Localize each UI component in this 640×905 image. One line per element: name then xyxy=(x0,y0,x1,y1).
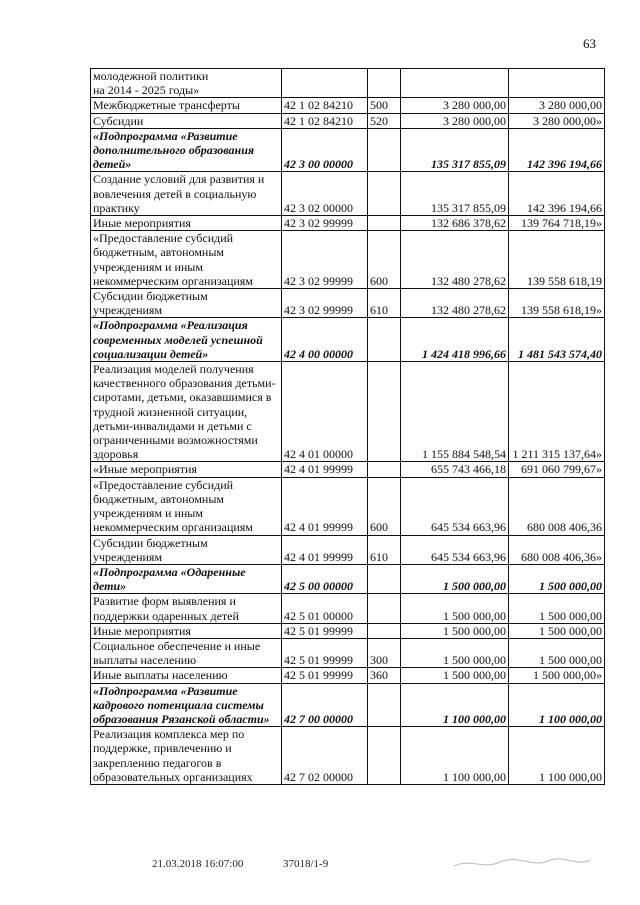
row-code: 42 4 01 99999 xyxy=(282,477,368,535)
row-code: 42 4 00 00000 xyxy=(282,318,368,362)
table-row xyxy=(91,638,605,667)
row-code: 42 5 01 00000 xyxy=(282,594,368,623)
row-code: 42 4 01 00000 xyxy=(282,362,368,462)
table-row xyxy=(91,462,605,477)
row-sum-2018: 1 424 418 996,66 xyxy=(401,318,509,362)
row-code: 42 4 01 99999 xyxy=(282,535,368,564)
table-row xyxy=(91,668,605,683)
table-row xyxy=(91,216,605,231)
row-code: 42 1 02 84210 xyxy=(282,113,368,128)
row-vr xyxy=(368,69,401,98)
row-sum-2018: 1 500 000,00 xyxy=(401,638,509,667)
table-row xyxy=(91,362,605,462)
row-sum-2018: 1 100 000,00 xyxy=(401,727,509,785)
row-sum-2019: 691 060 799,67» xyxy=(509,462,605,477)
table-row xyxy=(91,535,605,564)
table-row xyxy=(91,477,605,535)
row-sum-2019: 1 500 000,00 xyxy=(509,564,605,593)
table-row xyxy=(91,172,605,216)
row-sum-2018: 132 480 278,62 xyxy=(401,289,509,318)
budget-table-body xyxy=(91,69,605,785)
row-vr xyxy=(368,172,401,216)
row-code: 42 5 00 00000 xyxy=(282,564,368,593)
budget-table xyxy=(90,68,605,785)
row-name: Субсидии бюджетным учреждениям xyxy=(91,289,282,318)
row-sum-2018: 135 317 855,09 xyxy=(401,128,509,172)
row-code: 42 3 02 00000 xyxy=(282,172,368,216)
row-vr: 520 xyxy=(368,113,401,128)
row-name: Реализация комплекса мер по поддержке, привлечению и закреплению педагогов в образовательных организациях xyxy=(91,727,282,785)
table-row xyxy=(91,113,605,128)
row-sum-2019: 1 481 543 574,40 xyxy=(509,318,605,362)
row-sum-2019: 1 100 000,00 xyxy=(509,683,605,727)
row-code: 42 3 02 99999 xyxy=(282,231,368,289)
row-sum-2018: 3 280 000,00 xyxy=(401,113,509,128)
row-name: Иные мероприятия xyxy=(91,623,282,638)
row-sum-2018: 645 534 663,96 xyxy=(401,535,509,564)
subprogram-row xyxy=(91,318,605,362)
row-code xyxy=(282,69,368,98)
row-sum-2018: 132 480 278,62 xyxy=(401,231,509,289)
row-vr xyxy=(368,683,401,727)
row-sum-2019: 1 500 000,00 xyxy=(509,638,605,667)
row-sum-2018: 135 317 855,09 xyxy=(401,172,509,216)
row-vr xyxy=(368,594,401,623)
row-sum-2018: 3 280 000,00 xyxy=(401,98,509,113)
row-sum-2019: 680 008 406,36» xyxy=(509,535,605,564)
row-sum-2019: 1 500 000,00» xyxy=(509,668,605,683)
row-sum-2018: 132 686 378,62 xyxy=(401,216,509,231)
row-name: «Предоставление субсидий бюджетным, автономным учреждениям и иным некоммерческим организациям xyxy=(91,477,282,535)
row-name: «Иные мероприятия xyxy=(91,462,282,477)
row-name: «Подпрограмма «Одаренные дети» xyxy=(91,564,282,593)
row-vr: 360 xyxy=(368,668,401,683)
row-sum-2018: 655 743 466,18 xyxy=(401,462,509,477)
row-sum-2019: 142 396 194,66 xyxy=(509,172,605,216)
row-sum-2019: 1 211 315 137,64» xyxy=(509,362,605,462)
page-number: 63 xyxy=(583,36,596,51)
row-vr xyxy=(368,727,401,785)
signature-mark xyxy=(452,852,592,874)
row-code: 42 7 00 00000 xyxy=(282,683,368,727)
row-code: 42 1 02 84210 xyxy=(282,98,368,113)
row-name: Социальное обеспечение и иные выплаты населению xyxy=(91,638,282,667)
row-sum-2018: 1 155 884 548,54 xyxy=(401,362,509,462)
row-name: Создание условий для развития и вовлечения детей в социальную практику xyxy=(91,172,282,216)
row-sum-2019: 139 558 618,19» xyxy=(509,289,605,318)
row-name: Развитие форм выявления и поддержки одаренных детей xyxy=(91,594,282,623)
footer-date: 21.03.2018 16:07:00 xyxy=(152,858,244,870)
row-vr: 600 xyxy=(368,477,401,535)
table-row xyxy=(91,289,605,318)
subprogram-row xyxy=(91,564,605,593)
row-sum-2018: 1 500 000,00 xyxy=(401,668,509,683)
row-name: Иные мероприятия xyxy=(91,216,282,231)
table-row xyxy=(91,623,605,638)
row-vr xyxy=(368,564,401,593)
row-vr xyxy=(368,623,401,638)
table-row xyxy=(91,98,605,113)
row-name: Реализация моделей получения качественного образования детьми-сиротами, детьми, оказавшимися в трудной жизненной ситуации, детьми-инвалидами и детьми с ограниченными возможностями здоровья xyxy=(91,362,282,462)
subprogram-row xyxy=(91,683,605,727)
table-row xyxy=(91,231,605,289)
row-name: «Подпрограмма «Развитие кадрового потенциала системы образования Рязанской области» xyxy=(91,683,282,727)
row-vr xyxy=(368,462,401,477)
row-code: 42 3 02 99999 xyxy=(282,289,368,318)
row-vr: 600 xyxy=(368,231,401,289)
subprogram-row xyxy=(91,128,605,172)
row-sum-2019: 1 100 000,00 xyxy=(509,727,605,785)
row-code: 42 3 00 00000 xyxy=(282,128,368,172)
row-code: 42 5 01 99999 xyxy=(282,668,368,683)
row-sum-2018: 1 100 000,00 xyxy=(401,683,509,727)
row-vr xyxy=(368,216,401,231)
row-code: 42 3 02 99999 xyxy=(282,216,368,231)
row-name: Субсидии бюджетным учреждениям xyxy=(91,535,282,564)
row-vr: 610 xyxy=(368,289,401,318)
row-name: Межбюджетные трансферты xyxy=(91,98,282,113)
row-sum-2018 xyxy=(401,69,509,98)
row-vr: 500 xyxy=(368,98,401,113)
row-name: молодежной политики на 2014 - 2025 годы» xyxy=(91,69,282,98)
row-name: «Предоставление субсидий бюджетным, автономным учреждениям и иным некоммерческим организациям xyxy=(91,231,282,289)
row-sum-2018: 645 534 663,96 xyxy=(401,477,509,535)
row-name: «Подпрограмма «Развитие дополнительного образования детей» xyxy=(91,128,282,172)
row-vr xyxy=(368,362,401,462)
row-sum-2018: 1 500 000,00 xyxy=(401,594,509,623)
row-sum-2019: 142 396 194,66 xyxy=(509,128,605,172)
table-row xyxy=(91,727,605,785)
table-row xyxy=(91,594,605,623)
row-code: 42 7 02 00000 xyxy=(282,727,368,785)
row-vr: 300 xyxy=(368,638,401,667)
row-name: Иные выплаты населению xyxy=(91,668,282,683)
row-code: 42 5 01 99999 xyxy=(282,638,368,667)
footer-doc-id: 37018/1-9 xyxy=(283,858,329,870)
row-sum-2018: 1 500 000,00 xyxy=(401,623,509,638)
table-row xyxy=(91,69,605,98)
row-sum-2019 xyxy=(509,69,605,98)
row-sum-2019: 1 500 000,00 xyxy=(509,623,605,638)
row-name: Субсидии xyxy=(91,113,282,128)
row-vr xyxy=(368,128,401,172)
row-name: «Подпрограмма «Реализация современных моделей успешной социализации детей» xyxy=(91,318,282,362)
row-code: 42 4 01 99999 xyxy=(282,462,368,477)
row-code: 42 5 01 99999 xyxy=(282,623,368,638)
row-sum-2019: 3 280 000,00 xyxy=(509,98,605,113)
row-sum-2019: 1 500 000,00 xyxy=(509,594,605,623)
row-sum-2018: 1 500 000,00 xyxy=(401,564,509,593)
row-sum-2019: 139 764 718,19» xyxy=(509,216,605,231)
row-sum-2019: 3 280 000,00» xyxy=(509,113,605,128)
row-vr: 610 xyxy=(368,535,401,564)
row-sum-2019: 680 008 406,36 xyxy=(509,477,605,535)
row-sum-2019: 139 558 618,19 xyxy=(509,231,605,289)
row-vr xyxy=(368,318,401,362)
